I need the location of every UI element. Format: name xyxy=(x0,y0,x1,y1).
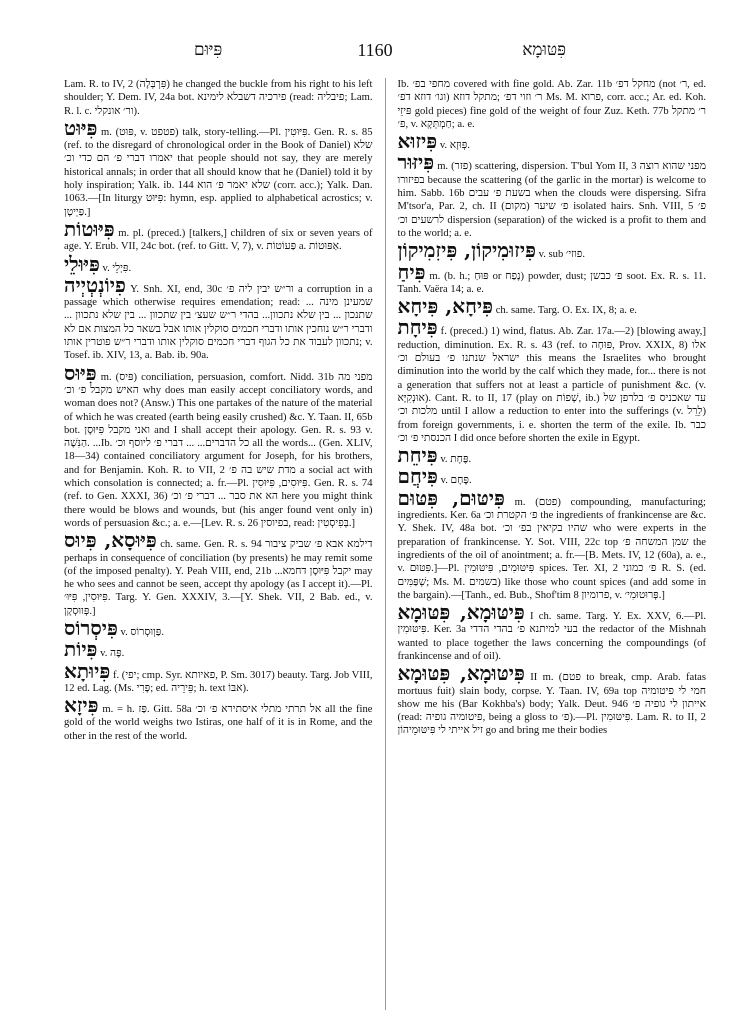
entry-headword: פִּיסְרוֹס xyxy=(64,615,118,640)
entry-text: m. pl. (preced.) [talkers,] children of six or seven years of age. Y. Erub. VII, 24c bot. (ref. to Gitt. V, 7), v. פַּעוֹטוֹת a. אַפּוּטוֹת. xyxy=(64,227,373,253)
entry-headword: פִּיחַ xyxy=(397,259,426,284)
dictionary-entry xyxy=(64,216,373,254)
entry-text: m. (פטם) compounding, manufacturing; ingredients. Ker. 6a פ׳ הקטרת וכ׳ the ingredients of frankincense are &c. Y. Shek. IV, 48a bot. שהיו בקיאין בפ׳ וכ׳ who were experts in the preparation of frankincense. Y. Sot. VIII, 22c top שמן המשחה פ׳ the ingredients of the oil of anointment; a. fr.—[B. Mets. IV, 12 (60a), a. e., v. פִּטּוּם.]—Pl. פִּיטּוּמִים, פִּיטּוּמִין spices. Ter. XI, 2 פ׳ כמוני R. S. (ed. שְׁפַּמִּים; Ms. M. בשמים) like those who count spices (and add some in the bargain).—[Tanh., ed. Bub., Shof'tim 8 פרומיון, v. פְּרוּטוּמִי׳.] xyxy=(397,496,706,601)
entry-headword: פִיוֹנְטְיְיה xyxy=(64,272,126,297)
entry-text: m. (פּוּט, v. פטפט) talk, story-telling.—Pl. פִּיּוּטִין. Gen. R. s. 85 (ref. to the disregard of chronological order in the Book of Daniel) שלא יאמרו דברי פ׳ הם כדי וכ׳ that people should not say, they are merely historical annals; in order that all should know that he (Daniel) told it by holy inspiration; Yalk. ib. 144 שלא יאמר פ׳ הוא (corr. acc.); Yalk. Dan. 1063.—[In liturgy פִּיּוּט: hymn, esp. applied to alphabetical acrostics; v. פַּיְיטָן.] xyxy=(64,126,373,218)
entry-headword: פִּיוּתָא xyxy=(64,658,111,683)
entry-text: v. פְּוּזָא. xyxy=(439,140,470,152)
entry-text: v. פֶּה. xyxy=(100,648,125,660)
entry-text: m. (פזר) scattering, dispersion. T'bul Yom II, 3 מפני שהוא רוצה בפיזורו because the scattering (of the garlic in the mortar) is welcome to him. Sabb. 16b בשעת פ׳ עבים when the clouds were dispersing. Sifra M'tsor'a, Par. 2, ch. II פ׳ שיער (מקום) isolated hairs. Snh. VIII, 5 פ׳ לרשעים וכ׳ dispersion (separation) of the wicked is a profit to them and to the world; a. e. xyxy=(397,161,706,239)
entry-headword: פִּיזּוּר xyxy=(397,150,435,175)
page-header xyxy=(34,38,716,72)
page-number: 1160 xyxy=(357,40,393,60)
entry-headword: פִּיוֹת xyxy=(64,637,98,662)
entry-headword: פִּיחֲם xyxy=(397,464,438,489)
entry-text: ch. same. Targ. O. Ex. IX, 8; a. e. xyxy=(495,305,637,317)
left-column xyxy=(64,78,385,1010)
entry-text: m. (b. h.; פּוּחַ or נָפַח) powder, dust; פ׳ כבשן soot. Ex. R. s. 11. Tanh. Vaëra 14; a. e. xyxy=(397,270,706,295)
entry-text: m. (פּיס) conciliation, persuasion, comfort. Nidd. 31b מפני מה האיש מקבל פ׳ וכ׳ why does man easily accept conciliatory words, and woman does not? (Answ.) This one partakes of the nature of the material of which he was created (earth being easily crushed) &c. Y. Taan. II, 65b bot. ואני מקבל פִּיּוּסָן and I shall accept their apology. Gen. R. s. 93 v. הַנִּשָׁה. ...Ib. כל הדברים... ... דברי פ׳ ליוסף וכ׳ all the words... (Gen. XLIV, 18—34) contained conciliatory argument for Joseph, for his brothers, and for Benjamin. Koh. R. to VII, 2 מדת שיש בה פ׳ a social act with which consolation is connected; a. fr.—Pl. פִּיּוּסִים, פִּיּוּסִין. Gen. R. s. 74 (ref. to Gen. XXXI, 36) הא את סבר ... דברי פ׳ וכ׳ here you might think there would be blows and wounds, but (his anger found vent only in) words of persuasion &c.; a. e.—[Lev. R. s. 26 בפיוסין, read: בְּפִיסְטִין.] xyxy=(64,371,373,529)
entry-text: v. פִּיְלֵי. xyxy=(102,262,132,274)
dictionary-entry xyxy=(64,528,373,618)
entry-headword: פִּיחֵת xyxy=(397,443,438,468)
dictionary-entry xyxy=(397,294,707,319)
entry-text: v. פֶּחָם. xyxy=(440,475,472,487)
entry-headword: פִּיטּוּם, פִּטּוּם xyxy=(397,485,505,510)
dictionary-entry xyxy=(397,238,707,263)
dictionary-entry xyxy=(64,115,373,219)
entry-text: Ib. מחפי בפ׳ covered with fine gold. Ab. Zar. 11b מחקל דפ׳ (not ר׳, ed. וגו׳ דוזא דפ׳) ר׳ וזוי דפ׳ ;מתקל דוזא Ms. M. פרוא, corr. acc.; Ar. ed. Koh. פּיזֵי gold pieces) fine gold of the weight of four Zuz. Keth. 77b ר׳ מתקל פ׳, v. חַמְתְּקָא; a. e. xyxy=(397,79,706,130)
entry-text: Y. Snh. XI, end, 30c ור״ש יבין ליה פ׳ a corruption in a passage which otherwise requires emendation; read: ... שמעינן מינה שתנכון ... בין שלא נתכוון... בהדי ר״ש שעצ׳ בין שתכוון ... בין שלא נתכוון ... ודברי ר״ש נוחכין אותו ודברי חכמים סוקלין אותו אבל בשאר כל המצות אם לא נתכוון לעבוד את כל הגוף דברי חכמים סוקלין אותו ודברי ר״ש פוטרין אותו; v. Tosef. ib. XIV, 13, a. Bab. ib. 90a. xyxy=(64,283,373,362)
dictionary-entry xyxy=(64,78,373,118)
dictionary-entry xyxy=(397,661,707,737)
entry-text: f. (יפי; cmp. Syr. פאיותא, P. Sm. 3017) beauty. Targ. Job VIII, 12 ed. Lag. (Ms. פָּרִי; ed. פֵּירֵיה; h. text אבּוֹ). xyxy=(64,669,373,694)
entry-headword: פִּיחָא, פִּיחָא xyxy=(397,294,494,319)
entry-headword: פִּיזוּמִיקוֹן, פִּיזִמִיקוֹן xyxy=(397,238,536,263)
dictionary-entry xyxy=(397,259,707,297)
dictionary-entry xyxy=(64,615,373,640)
entry-text: I ch. same. Targ. Y. Ex. XXV, 6.—Pl. פִּיטּוּמִין. Ker. 3a בעי למיתנא פ׳ בהדי הדדי the redactor of the Mishnah wanted to place together the laws concerning the compoundings (of frankincense and of oil). xyxy=(397,611,706,662)
entry-headword: פִּיטּוּמָא, פִּטּוּמָא xyxy=(397,600,525,625)
header-catchword-right: פִּטּוּמָא xyxy=(522,40,566,59)
entry-text: v. sub פוזי׳. xyxy=(538,249,586,261)
dictionary-entry xyxy=(397,443,707,468)
entry-headword: פִּיחָת xyxy=(397,315,438,340)
dictionary-entry xyxy=(397,150,707,240)
entry-text: v. פֶּחָת. xyxy=(440,454,472,466)
dictionary-entry xyxy=(397,129,707,154)
entry-text: f. (preced.) 1) wind, flatus. Ab. Zar. 17a.—2) [blowing away,] reduction, diminution. Ex. R. s. 43 (ref. to פּוּחָה, Prov. XXIX, 8) אלו ישראל שנתנו פ׳ בעולם וכ׳ this means the Israelites who brought diminution into the world by the calf which they made, for... there is not a generation that suffers not at least a particle of punishment &c. (v. אוּנְקִיָּא). Cant. R. to II, 17 (play on שְׁפוֹת, ib.) עד שאכניס פ׳ בלרפן של מלכות וכ׳ until I allow a reduction to enter into the sufferings (v. לֵרֵל) from foreign governments, i. e. shorten the term of the exile. Ib. כבר הכנסתי פ׳ וכ׳ I did once before shorten the exile in Egypt. xyxy=(397,326,706,444)
dictionary-entry xyxy=(397,600,707,663)
entry-text: Lam. R. to IV, 2 (פִּרְבְּלָה) he changed the buckle from his right to his left shoulder; Y. Dem. IV, 24a bot. פירכיה דשבלא לימינא (read: פיבליה; Lam. R. l. c. ור׳ אונקלי). xyxy=(64,79,373,117)
entry-headword: פִּיּוּס xyxy=(64,360,97,385)
entry-text: ch. same. Gen. R. s. 94 דילמא אבא פ׳ שביק ציבור perhaps in consequence of conciliation (by presents) he may remit some (of the imposed penalty). Y. Peah VIII, end, 21b ...יקבל פִּיּוּסָן דחמא may he who sees and cannot be seen, accept thy apology (as I accept it).—Pl. פִּיּוּסִין, פִּיּוּ׳. Targ. Y. Gen. XXXIV, 3.—[Y. Shek. VII, 2 Bab. ed., v. פְּווּסְקָן.] xyxy=(64,539,373,617)
dictionary-entry xyxy=(64,360,373,531)
entry-headword: פִּיּוּט xyxy=(64,115,98,140)
dictionary-entry xyxy=(64,658,373,696)
dictionary-entry xyxy=(398,78,707,131)
dictionary-entry xyxy=(397,315,707,445)
entry-headword: פִּיּוּלֵי xyxy=(64,251,100,276)
columns xyxy=(64,78,706,1010)
header-catchword-left: פִּיּוּם xyxy=(194,40,223,59)
dictionary-entry xyxy=(64,693,373,743)
dictionary-entry xyxy=(64,272,373,363)
dictionary-entry xyxy=(397,485,707,602)
entry-headword: פִּיזָא xyxy=(64,693,99,718)
entry-text: m. = h. פַּז. Gitt. 58a אל תרתי מתלי איסתירא פ׳ וכ׳ all the fine gold of the world weighs two Istiras, one half of it is in Rome, and the other in the rest of the world. xyxy=(64,704,373,742)
entry-text: v. פַּוְוּסְרוֹס. xyxy=(120,626,164,638)
entry-headword: פִּיטּוּמָא, פִּטּוּמָא xyxy=(397,661,525,686)
right-column xyxy=(385,78,707,1010)
entry-headword: פִּיּוּסָא, פִּיוּס xyxy=(64,528,157,553)
entry-headword: פִּיּוּטוֹת xyxy=(64,216,115,241)
entry-text: II m. (פטם to break, cmp. Arab. fatas mortuus fuit) slain body, corpse. Y. Taan. IV, 69a top חמי לי פיטומיה show me his (Bar Kokhba's) body; Yalk. Deut. 946 אייתון לי גופיה פ׳ (read: פיטומיה גופיה, being a gloss to פ׳).—Pl. פִּיטּוּמִין. Lam. R. to II, 2 זיל אייתי לי פִּיטּוּמֵיהוֹן go and bring me their bodies xyxy=(397,672,706,737)
entry-headword: פִּיזוּא xyxy=(397,129,438,154)
